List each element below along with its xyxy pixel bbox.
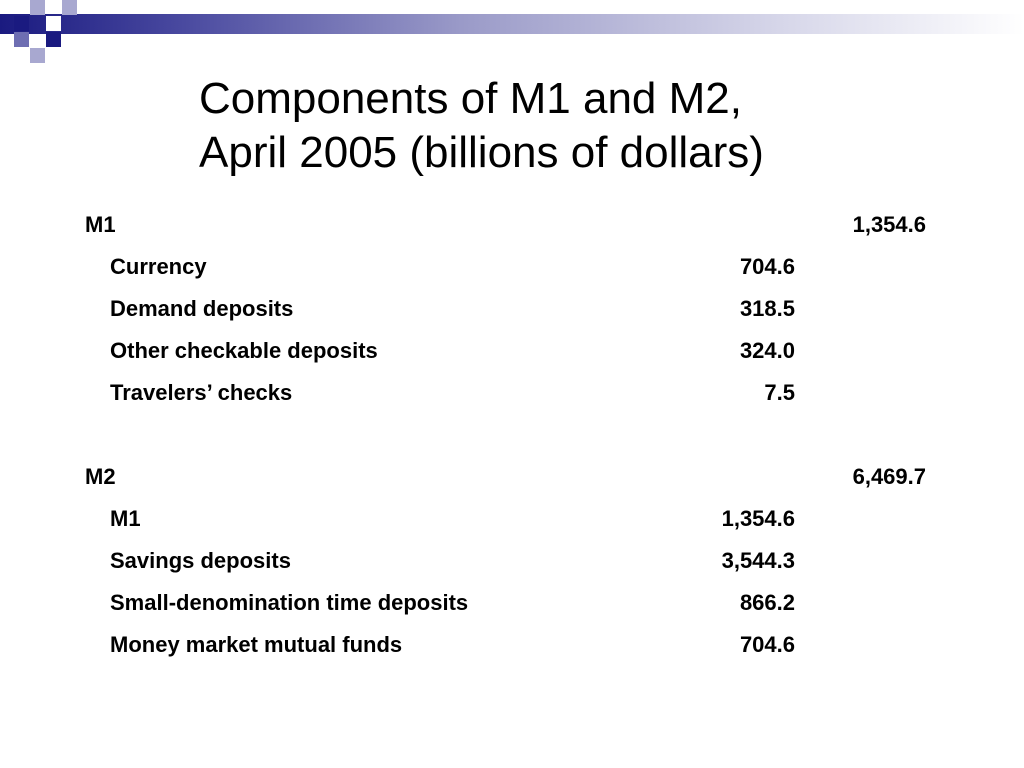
row-label: Other checkable deposits — [110, 338, 378, 363]
component-value: 704.6 — [739, 254, 795, 279]
row-label: Travelers’ checks — [110, 380, 293, 405]
table-row — [0, 380, 1024, 422]
table-row — [0, 254, 1024, 296]
row-label: M2 — [85, 464, 116, 489]
component-value: 318.5 — [739, 296, 795, 321]
component-value: 866.2 — [739, 590, 795, 615]
row-label: M1 — [110, 506, 141, 531]
table-row — [0, 338, 1024, 380]
component-value: 7.5 — [764, 380, 795, 405]
table-row — [0, 506, 1024, 548]
component-value: 1,354.6 — [721, 506, 795, 531]
total-value: 6,469.7 — [852, 464, 926, 489]
row-label: Savings deposits — [110, 548, 291, 573]
row-label: Small-denomination time deposits — [110, 590, 469, 615]
table-row-m2-total — [0, 464, 1024, 506]
slide-title-line-2: April 2005 (billions of dollars) — [199, 128, 764, 177]
total-value: 1,354.6 — [852, 212, 926, 237]
slide-title-line-1: Components of M1 and M2, — [199, 74, 742, 123]
component-value: 704.6 — [739, 632, 795, 657]
component-value: 324.0 — [739, 338, 795, 363]
table-row — [0, 548, 1024, 590]
row-label: Money market mutual funds — [110, 632, 403, 657]
table-row — [0, 296, 1024, 338]
table-row-m1-total — [0, 212, 1024, 254]
table-row — [0, 632, 1024, 674]
table-row — [0, 590, 1024, 632]
row-label: Demand deposits — [110, 296, 294, 321]
row-label: M1 — [85, 212, 116, 237]
component-value: 3,544.3 — [721, 548, 795, 573]
row-label: Currency — [110, 254, 207, 279]
